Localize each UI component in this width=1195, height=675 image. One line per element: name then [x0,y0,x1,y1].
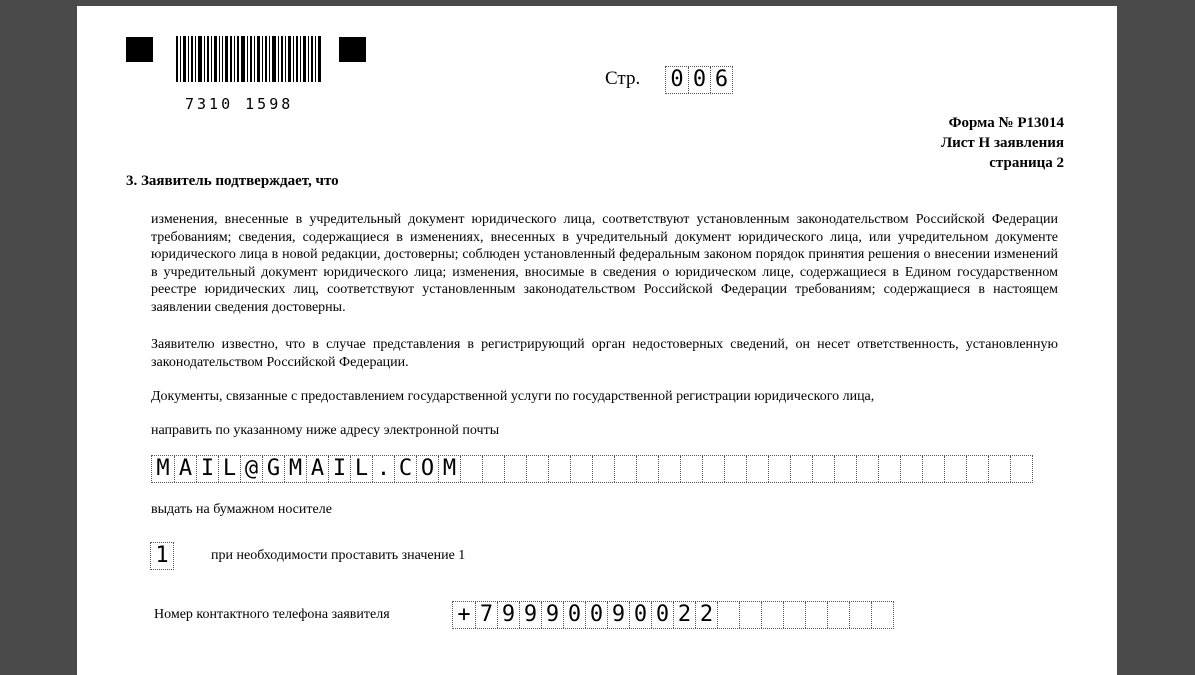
char-cell [900,456,922,482]
char-cell [460,456,482,482]
email-label: направить по указанному ниже адресу электронной почты [151,423,500,438]
char-cell: 0 [629,602,651,628]
char-cell: 6 [710,67,732,93]
char-cell [878,456,900,482]
char-cell: @ [240,456,262,482]
char-cell: 7 [475,602,497,628]
documents-paragraph: Документы, связанные с предоставлением государственной услуги по государственной регистрации юридического лица, [151,389,875,404]
char-cell [761,602,783,628]
char-cell [849,602,871,628]
char-cell: L [218,456,240,482]
char-cell [614,456,636,482]
form-header [941,113,1064,173]
char-cell [871,602,893,628]
char-cell [805,602,827,628]
char-cell: 9 [497,602,519,628]
char-cell [834,456,856,482]
char-cell: 0 [670,67,684,92]
char-cell: . [372,456,394,482]
char-cell [966,456,988,482]
confirmation-paragraph: изменения, внесенные в учредительный документ юридического лица, соответствуют установленным законодательством Российской Федерации требованиям; сведения, содержащиеся в изменениях, внесенных в учредительный документ юридического лица, или учредительном документе юридического лица в новой редакции, достоверны; соблюден установленный федеральным законом порядок принятия решения о внесении изменений в учредительный документ юридического лица; изменения, вносимые в сведения о юридическом лице, содержащиеся в Едином государственном реестре юридических лиц, соответствуют установленным законодательством Российской Федерации требованиям; содержащиеся в настоящем заявлении сведения достоверны. [151,212,1058,315]
char-cell: I [328,456,350,482]
char-cell: M [438,456,460,482]
char-cell [548,456,570,482]
char-cell [856,456,878,482]
char-cell [1010,456,1032,482]
char-cell: M [156,456,170,481]
char-cell: 0 [585,602,607,628]
char-cell [680,456,702,482]
char-cell [526,456,548,482]
char-cell [768,456,790,482]
char-cell [790,456,812,482]
char-cell: G [262,456,284,482]
char-cell [988,456,1010,482]
paper-hint: при необходимости проставить значение 1 [211,548,466,563]
char-cell [812,456,834,482]
char-cell [827,602,849,628]
char-cell [702,456,724,482]
char-cell: C [394,456,416,482]
phone-field[interactable] [452,601,894,629]
char-cell: 1 [155,543,169,568]
form-page [77,6,1117,675]
char-cell: 2 [673,602,695,628]
char-cell [746,456,768,482]
sheet-page: страница 2 [989,155,1064,171]
corner-marker-right [339,37,366,62]
sheet-name: Лист Н заявления [940,135,1064,151]
char-cell: 9 [541,602,563,628]
page-label: Стр. [605,68,641,89]
paper-label: выдать на бумажном носителе [151,502,332,517]
char-cell: 0 [563,602,585,628]
char-cell [658,456,680,482]
char-cell: 9 [519,602,541,628]
char-cell: L [350,456,372,482]
char-cell [922,456,944,482]
char-cell [717,602,739,628]
paper-copy-field[interactable] [150,542,174,570]
char-cell: O [416,456,438,482]
char-cell [592,456,614,482]
phone-label: Номер контактного телефона заявителя [154,607,390,622]
char-cell [636,456,658,482]
char-cell [739,602,761,628]
page-number-field[interactable] [665,66,733,94]
barcode-image [176,36,321,82]
char-cell: I [196,456,218,482]
char-cell [944,456,966,482]
char-cell [570,456,592,482]
char-cell [783,602,805,628]
char-cell: 0 [651,602,673,628]
char-cell [724,456,746,482]
char-cell [504,456,526,482]
barcode-number: 7310 1598 [185,95,294,113]
char-cell: 9 [607,602,629,628]
char-cell: + [457,602,471,627]
corner-marker-left [126,37,153,62]
form-title: Форма № Р13014 [948,115,1064,131]
char-cell [482,456,504,482]
char-cell: 0 [688,67,710,93]
char-cell: 2 [695,602,717,628]
char-cell: M [284,456,306,482]
liability-paragraph: Заявителю известно, что в случае представления в регистрирующий орган недостоверных сведений, он несет ответственность, установленную законодательством Российской Федерации. [151,337,1058,370]
char-cell: A [306,456,328,482]
section-title: 3. Заявитель подтверждает, что [126,173,339,189]
char-cell: A [174,456,196,482]
email-field[interactable] [151,455,1033,483]
